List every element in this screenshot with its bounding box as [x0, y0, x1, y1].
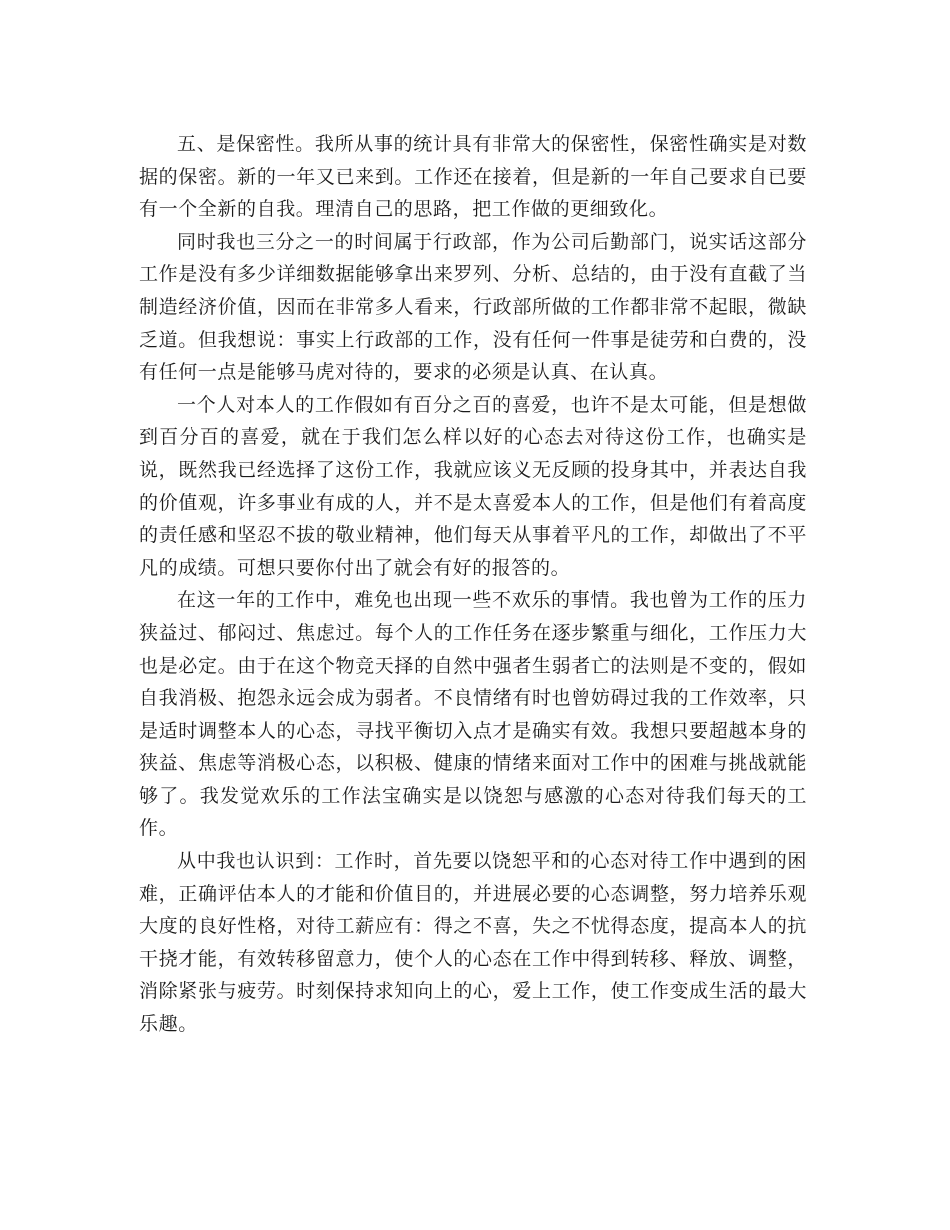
paragraph-lessons-learned: 从中我也认识到：工作时，首先要以饶恕平和的心态对待工作中遇到的困难，正确评估本人的才能和价值目的，并进展必要的心态调整，努力培养乐观大度的良好性格，对待工薪应有：得之不喜，失之不忧得态度，提高本人的抗干挠才能，有效转移留意力，使个人的心态在工作中得到转移、释放、调整，消除紧张与疲劳。时刻保持求知向上的心，爱上工作，使工作变成生活的最大乐趣。: [139, 850, 807, 1036]
document-body: [139, 128, 807, 1041]
paragraph-confidentiality: 五、是保密性。我所从事的统计具有非常大的保密性，保密性确实是对数据的保密。新的一年又已来到。工作还在接着，但是新的一年自己要求自已要有一个全新的自我。理清自己的思路，把工作做的更细致化。: [139, 133, 807, 221]
paragraph-administration: 同时我也三分之一的时间属于行政部，作为公司后勤部门，说实话这部分工作是没有多少详细数据能够拿出来罗列、分析、总结的，由于没有直截了当制造经济价值，因而在非常多人看来，行政部所做的工作都非常不起眼，微缺乏道。但我想说：事实上行政部的工作，没有任何一件事是徒劳和白费的，没有任何一点是能够马虎对待的，要求的必须是认真、在认真。: [139, 230, 807, 384]
paragraph-work-pressure: 在这一年的工作中，难免也出现一些不欢乐的事情。我也曾为工作的压力狭益过、郁闷过、焦虑过。每个人的工作任务在逐步繁重与细化，工作压力大也是必定。由于在这个物竞天择的自然中强者生弱者亡的法则是不变的，假如自我消极、抱怨永远会成为弱者。不良情绪有时也曾妨碍过我的工作效率，只是适时调整本人的心态，寻找平衡切入点才是确实有效。我想只要超越本身的狭益、焦虑等消极心态，以积极、健康的情绪来面对工作中的困难与挑战就能够了。我发觉欢乐的工作法宝确实是以饶恕与感激的心态对待我们每天的工作。: [139, 589, 807, 840]
paragraph-work-attitude: 一个人对本人的工作假如有百分之百的喜爱，也许不是太可能，但是想做到百分百的喜爱，就在于我们怎么样以好的心态去对待这份工作，也确实是说，既然我已经选择了这份工作，我就应该义无反顾的投身其中，并表达自我的价值观，许多事业有成的人，并不是太喜爱本人的工作，但是他们有着高度的责任感和坚忍不拔的敬业精神，他们每天从事着平凡的工作，却做出了不平凡的成绩。可想只要你付出了就会有好的报答的。: [139, 393, 807, 579]
